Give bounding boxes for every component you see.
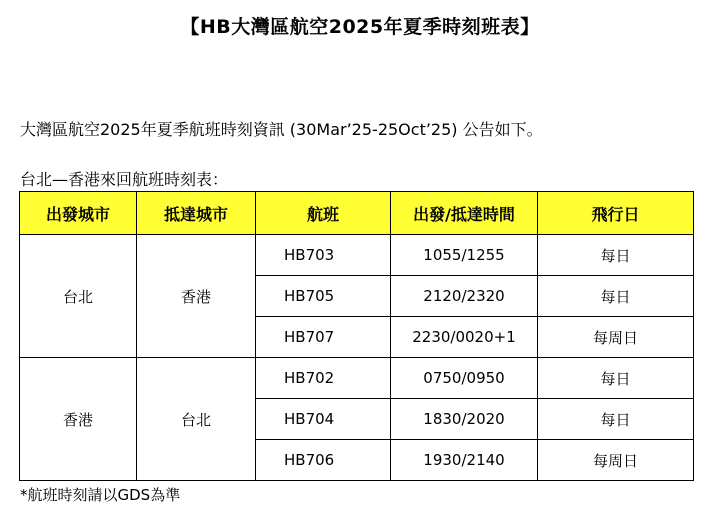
origin-city-cell: 台北 — [20, 235, 137, 358]
days-cell: 每日 — [538, 235, 694, 276]
time-cell: 1055/1255 — [391, 235, 538, 276]
flight-number-cell: HB707 — [256, 317, 391, 358]
origin-city-cell: 香港 — [20, 358, 137, 481]
header-flight: 航班 — [256, 192, 391, 235]
intro-text: 大灣區航空2025年夏季航班時刻資訊 (30Mar’25-25Oct’25) 公告如下。 — [20, 120, 543, 139]
header-destination-city: 抵達城市 — [137, 192, 256, 235]
time-cell: 2230/0020+1 — [391, 317, 538, 358]
time-cell: 0750/0950 — [391, 358, 538, 399]
table-row — [20, 235, 694, 276]
destination-city-cell: 台北 — [137, 358, 256, 481]
flight-number-cell: HB706 — [256, 440, 391, 481]
header-departure-arrival-time: 出發/抵達時間 — [391, 192, 538, 235]
days-cell: 每周日 — [538, 317, 694, 358]
time-cell: 2120/2320 — [391, 276, 538, 317]
days-cell: 每日 — [538, 358, 694, 399]
table-row — [20, 358, 694, 399]
table-header-row — [20, 192, 694, 235]
page-title: 【HB大灣區航空2025年夏季時刻班表】 — [180, 16, 540, 38]
table-caption: 台北—香港來回航班時刻表： — [20, 170, 229, 189]
flight-number-cell: HB704 — [256, 399, 391, 440]
days-cell: 每周日 — [538, 440, 694, 481]
flight-number-cell: HB703 — [256, 235, 391, 276]
time-cell: 1930/2140 — [391, 440, 538, 481]
header-origin-city: 出發城市 — [20, 192, 137, 235]
flight-number-cell: HB705 — [256, 276, 391, 317]
days-cell: 每日 — [538, 399, 694, 440]
days-cell: 每日 — [538, 276, 694, 317]
destination-city-cell: 香港 — [137, 235, 256, 358]
header-operating-days: 飛行日 — [538, 192, 694, 235]
flight-number-cell: HB702 — [256, 358, 391, 399]
time-cell: 1830/2020 — [391, 399, 538, 440]
flight-schedule-table — [19, 191, 694, 481]
footnote: *航班時刻請以GDS為準 — [20, 486, 181, 504]
